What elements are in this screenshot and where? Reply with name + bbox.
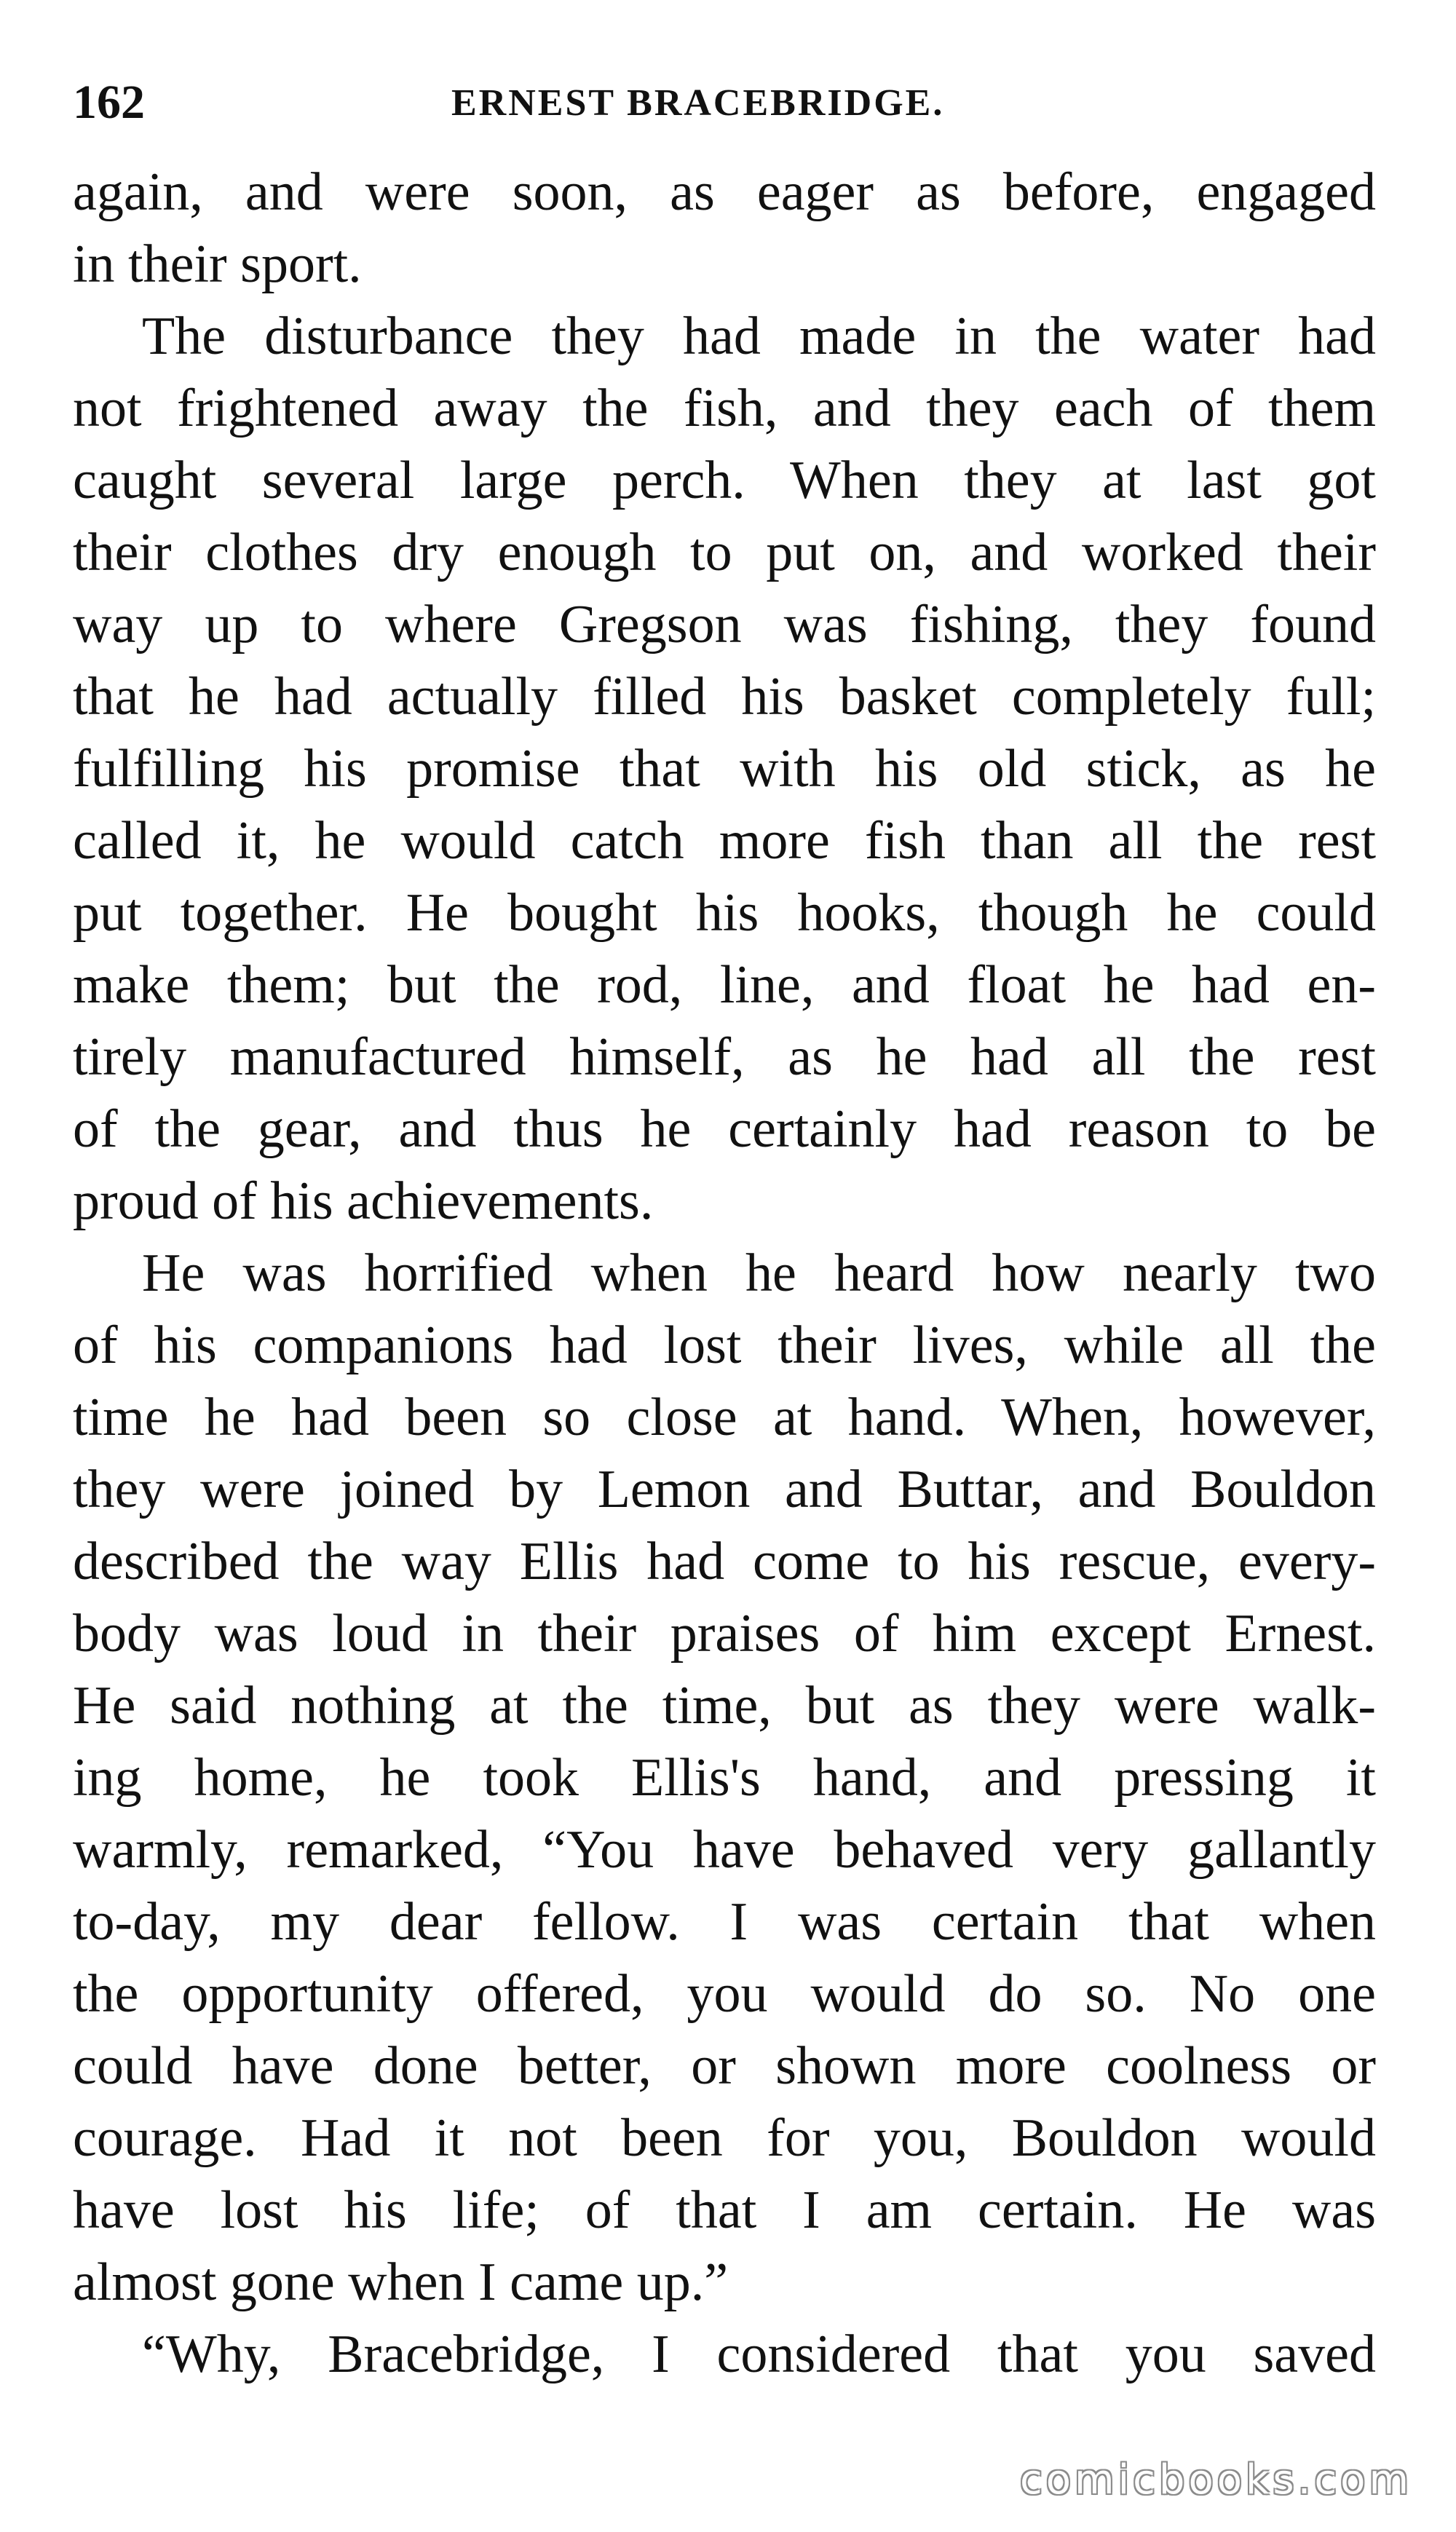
text-line: courage. Had it not been for you, Bouldon would: [73, 2108, 1376, 2168]
text-line: The disturbance they had made in the water had: [142, 306, 1376, 366]
text-line: of his companions had lost their lives, while all the: [73, 1316, 1376, 1375]
text-line: put together. He bought his hooks, though he could: [73, 883, 1376, 943]
text-line: of the gear, and thus he certainly had reason to be: [73, 1099, 1376, 1159]
text-line: caught several large perch. When they at last got: [73, 451, 1376, 510]
text-line: body was loud in their praises of him except Ernest.: [73, 1604, 1376, 1663]
text-line: in their sport.: [73, 234, 362, 294]
text-line: make them; but the rod, line, and float he had en-: [73, 955, 1376, 1015]
text-line: to-day, my dear fellow. I was certain that when: [73, 1892, 1376, 1952]
text-line: He was horrified when he heard how nearly two: [142, 1243, 1376, 1303]
text-line: “Why, Bracebridge, I considered that you saved: [142, 2325, 1376, 2384]
text-line: described the way Ellis had come to his rescue, every-: [73, 1532, 1376, 1591]
text-line: they were joined by Lemon and Buttar, and Bouldon: [73, 1460, 1376, 1519]
text-line: proud of his achievements.: [73, 1171, 654, 1231]
running-head: ERNEST BRACEBRIDGE.: [451, 82, 945, 124]
text-line: again, and were soon, as eager as before, engaged: [73, 162, 1376, 222]
text-line: fulfilling his promise that with his old stick, as he: [73, 739, 1376, 799]
watermark: comicbooks.com: [1019, 2456, 1412, 2504]
text-line: way up to where Gregson was fishing, they found: [73, 595, 1376, 654]
text-line: the opportunity offered, you would do so. No one: [73, 1964, 1376, 2024]
text-line: warmly, remarked, “You have behaved very gallantly: [73, 1820, 1376, 1880]
text-line: He said nothing at the time, but as they were walk-: [73, 1676, 1376, 1736]
text-line: their clothes dry enough to put on, and worked their: [73, 523, 1376, 582]
text-line: could have done better, or shown more coolness or: [73, 2036, 1376, 2096]
body-text: [73, 157, 1376, 2391]
text-line: called it, he would catch more fish than all the rest: [73, 811, 1376, 871]
text-line: not frightened away the fish, and they each of them: [73, 379, 1376, 438]
text-line: ing home, he took Ellis's hand, and pressing it: [73, 1748, 1376, 1808]
page-header: [73, 70, 1383, 135]
page-number: 162: [73, 76, 145, 129]
text-line: that he had actually filled his basket completely full;: [73, 667, 1376, 727]
text-line: have lost his life; of that I am certain. He was: [73, 2180, 1376, 2240]
text-line: almost gone when I came up.”: [73, 2252, 729, 2312]
text-line: tirely manufactured himself, as he had all the rest: [73, 1027, 1376, 1087]
text-line: time he had been so close at hand. When, however,: [73, 1388, 1376, 1447]
